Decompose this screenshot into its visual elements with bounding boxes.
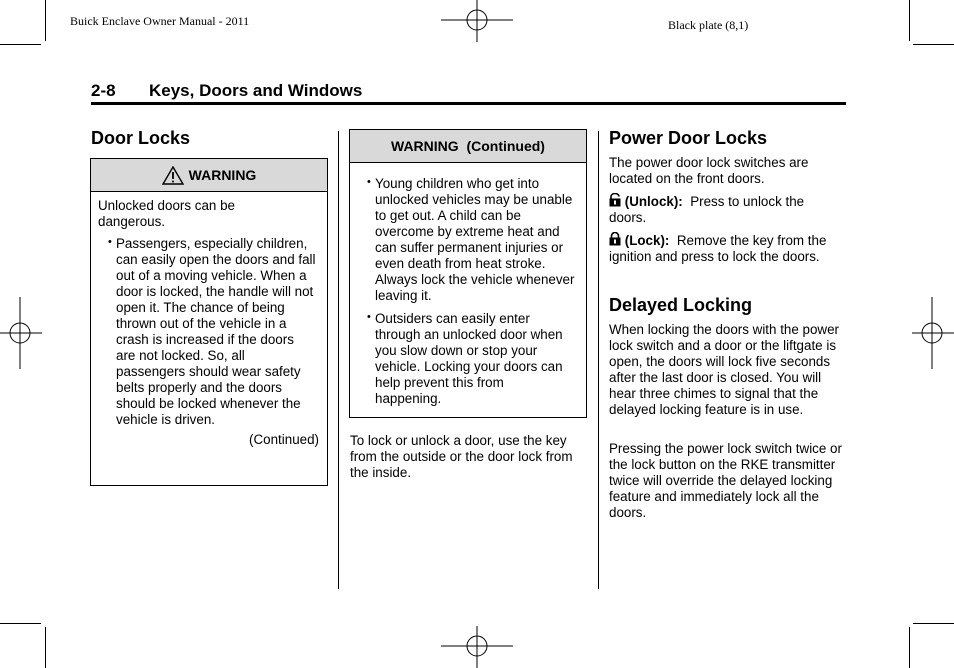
crop-mark-icon (0, 44, 41, 45)
section-heading-door-locks: Door Locks (91, 128, 191, 148)
header-rule (91, 102, 846, 105)
warning-header (91, 159, 327, 192)
crop-mark-icon (909, 627, 910, 668)
manual-title: Buick Enclave Owner Manual - 2011 (70, 14, 250, 28)
warning-intro: Unlocked doors can be dangerous. (98, 198, 235, 229)
page-number: 2-8 (91, 81, 116, 100)
delayed-locking-paragraph: When locking the doors with the power lock switch and a door or the liftgate is open, the doors will lock five seconds after the last door is closed. You will hear three chimes to signal that the delayed locking feature is in use. (609, 322, 839, 417)
bullet-text: Passengers, especially children, can easily open the doors and fall out of a moving vehicle. When a door is locked, the handle will not open it. The chance of being thrown out of the vehicle in a crash is increased if the doors are not locked. So, all passengers should wear safety belts properly and the doors should be locked whenever the vehicle is driven. (116, 236, 316, 427)
section-heading-power-door-locks: Power Door Locks (609, 128, 768, 148)
warning-continued-box (349, 129, 587, 418)
registration-mark-icon (441, 0, 513, 44)
override-paragraph: Pressing the power lock switch twice or the lock button on the RKE transmitter twice will override the delayed locking feature and immediately lock all the doors. (609, 441, 842, 520)
registration-mark-icon (912, 297, 954, 369)
column-divider (338, 131, 339, 589)
unlock-text: Press to unlock the doors. (609, 194, 805, 225)
registration-mark-icon (0, 297, 42, 369)
warning-box (90, 158, 328, 486)
registration-mark-icon (441, 626, 513, 668)
lock-door-paragraph: To lock or unlock a door, use the key from the outside or the door lock from the inside. (350, 433, 573, 480)
column-divider (598, 131, 599, 589)
warning-bullet (91, 236, 316, 428)
warning-continued-header (350, 130, 586, 163)
power-lock-paragraph: The power door lock switches are located on the front doors. (609, 155, 809, 186)
unlock-paragraph (609, 193, 844, 226)
section-heading-delayed-locking: Delayed Locking (609, 295, 753, 315)
crop-mark-icon (909, 0, 910, 41)
unlock-label: (Unlock): (624, 194, 683, 209)
bullet-icon: • (367, 176, 371, 188)
crop-mark-icon (913, 623, 954, 624)
lock-label: (Lock): (624, 233, 670, 248)
warning-triangle-icon (162, 166, 184, 185)
crop-mark-icon (45, 0, 46, 41)
bullet-text: Outsiders can easily enter through an unlocked door when you slow down or stop your vehicle. Locking your doors can help prevent this from happening. (375, 311, 563, 406)
bullet-text: Young children who get into unlocked vehicles may be unable to get out. A child can be overcome by extreme heat and can suffer permanent injuries or even death from heat stroke. Always lock the vehicle whenever leaving it. (375, 176, 575, 303)
chapter-heading (91, 81, 362, 101)
bullet-icon: • (367, 311, 371, 323)
lock-paragraph (609, 232, 844, 265)
warning-bullet (350, 311, 571, 407)
unlock-icon (609, 193, 621, 207)
crop-mark-icon (0, 623, 41, 624)
plate-label: Black plate (8,1) (668, 18, 749, 32)
crop-mark-icon (45, 627, 46, 668)
chapter-title: Keys, Doors and Windows (149, 81, 363, 100)
bullet-icon: • (108, 236, 112, 248)
warning-continued-label: WARNING (Continued) (391, 138, 545, 154)
warning-label: WARNING (188, 167, 257, 183)
lock-text: Remove the key from the ignition and press to lock the doors. (609, 233, 827, 264)
continued-label: (Continued) (249, 432, 319, 447)
lock-icon (609, 232, 621, 246)
warning-bullet (350, 176, 579, 304)
crop-mark-icon (913, 44, 954, 45)
